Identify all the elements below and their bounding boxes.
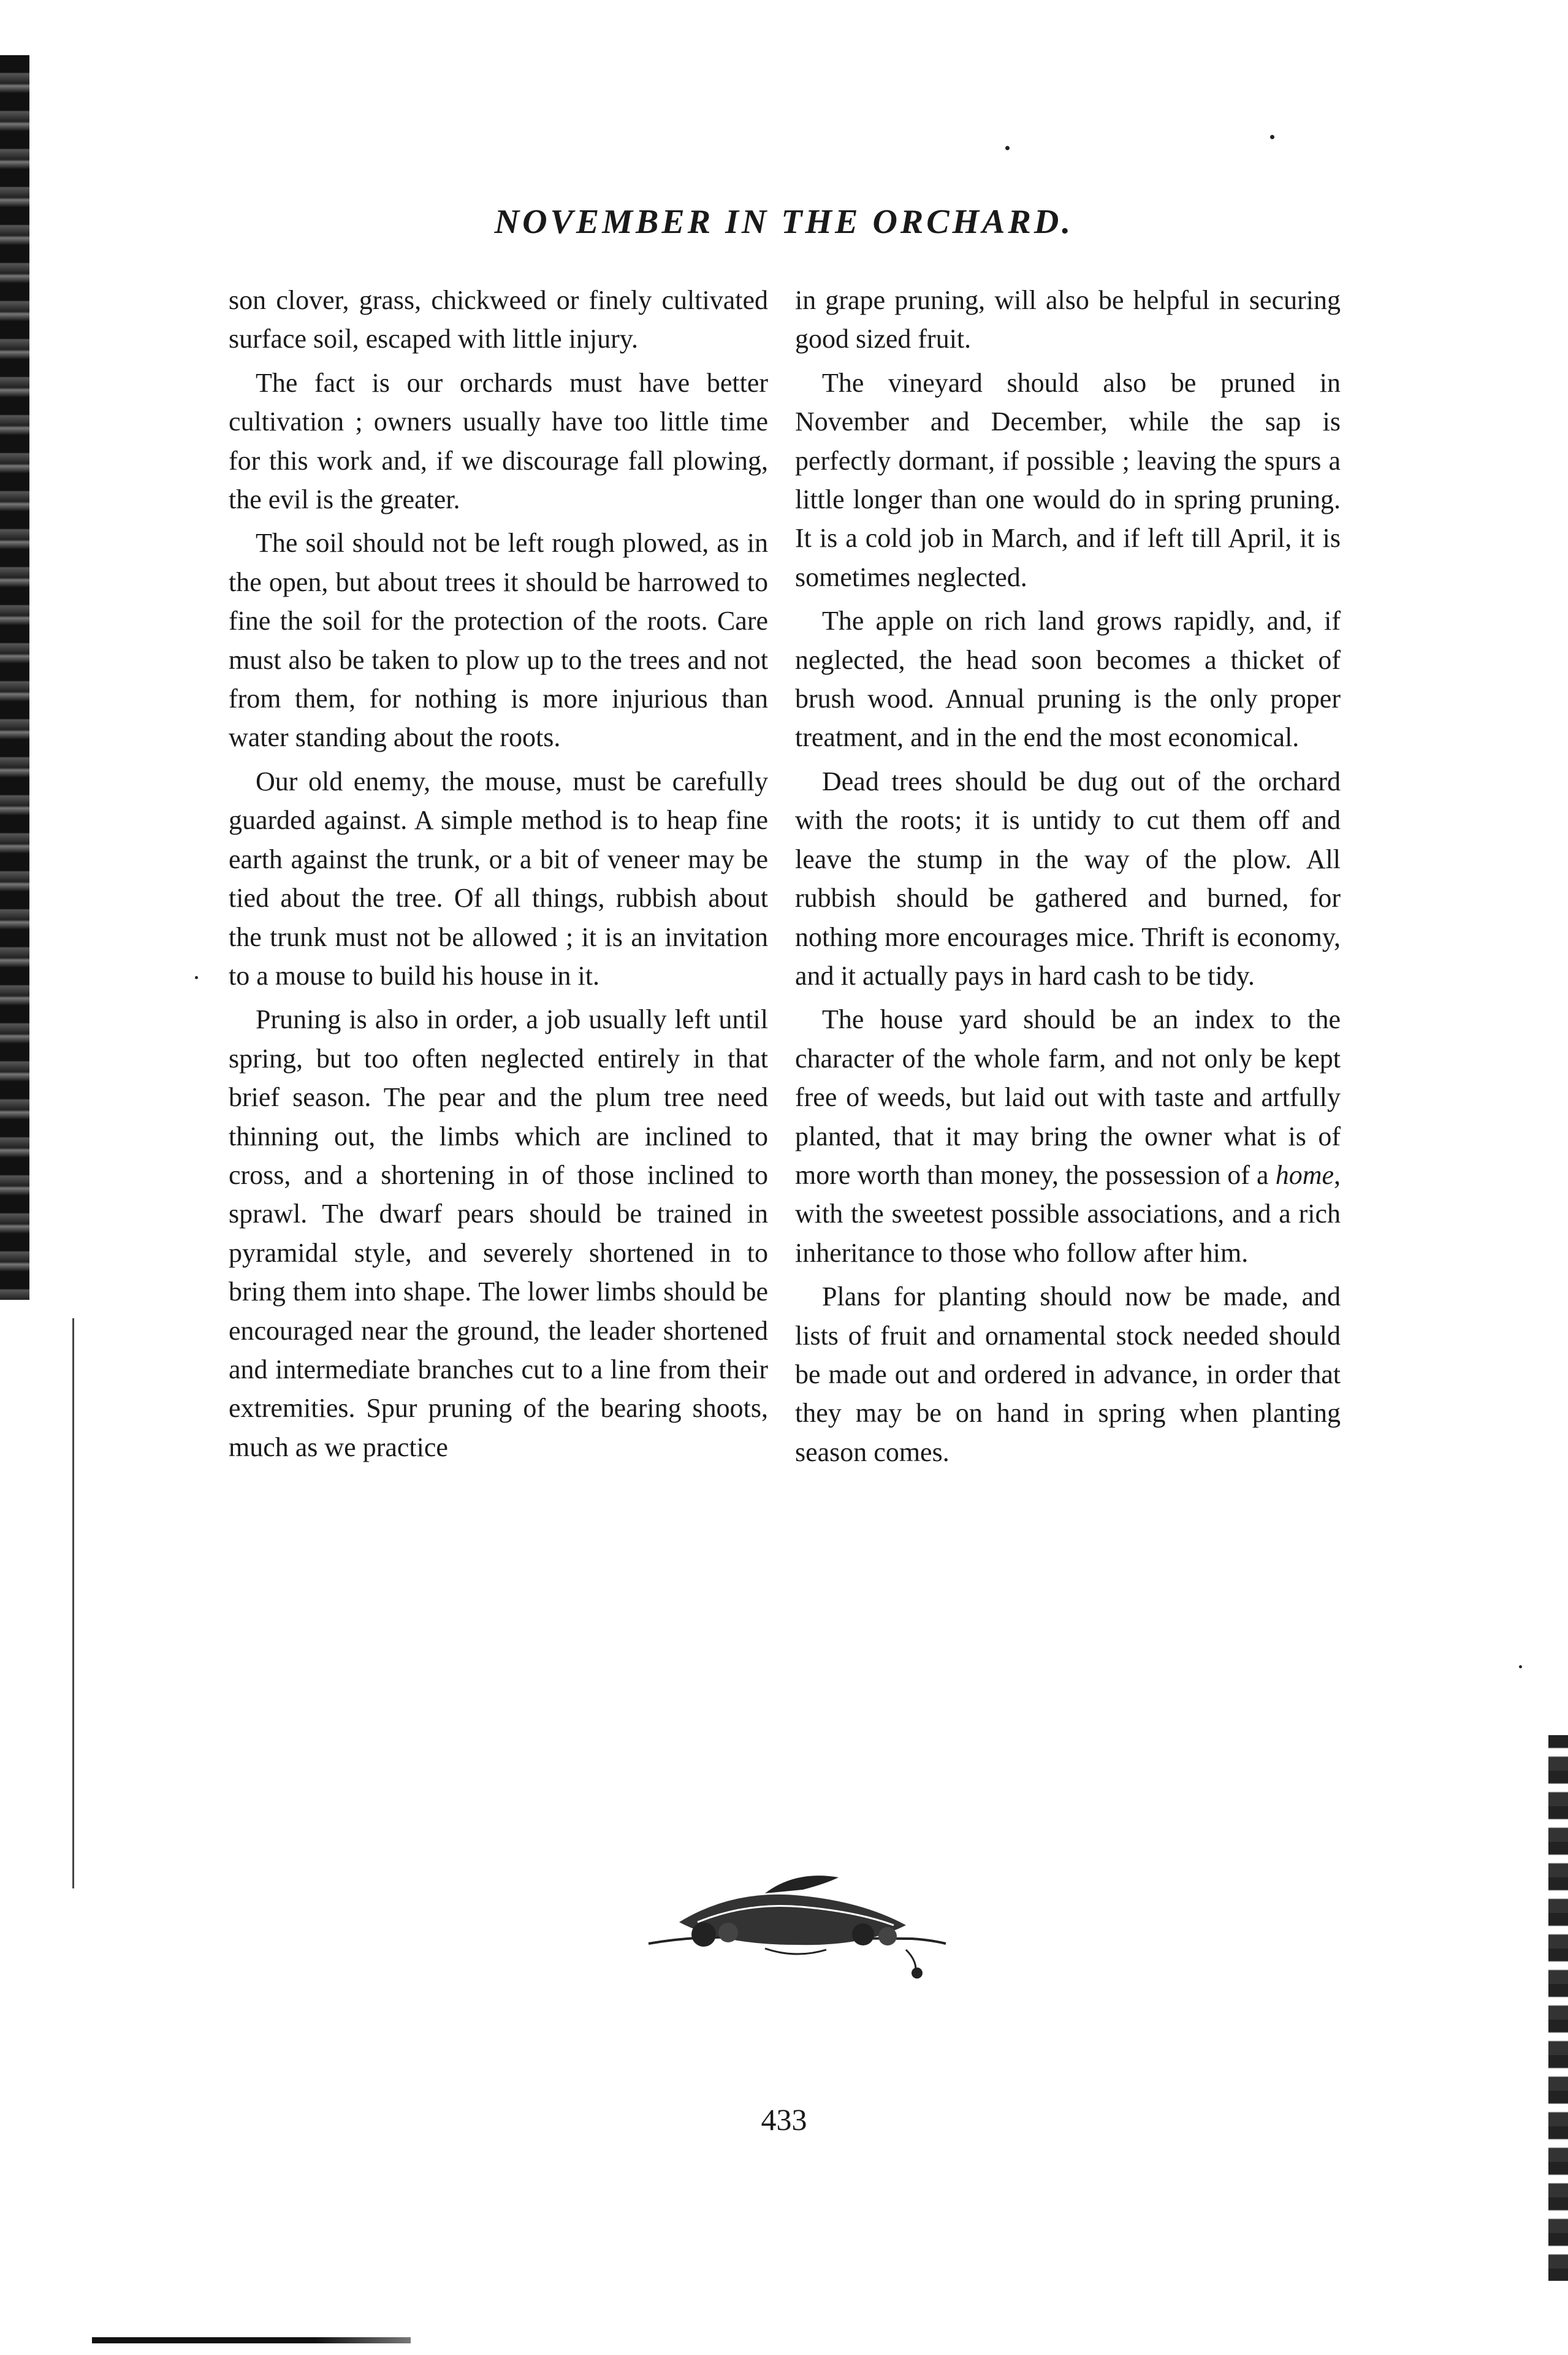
running-head: NOVEMBER IN THE ORCHARD. (494, 203, 1074, 241)
paragraph: The apple on rich land grows rapidly, and, if neglected, the head soon becomes a thicket of brush wood. Annual pruning is the only proper treatment, and in the end the most economical. (795, 606, 1341, 753)
speck-mark (1005, 146, 1010, 150)
paragraph: Pruning is also in order, a job usually left until spring, but too often neglected entirely in that brief season. The pear and the plum tree need thinning out, the limbs which are inclined to cross, and a shortening in of those inclined to sprawl. The dwarf pears should be trained in pyramidal style, and severely shortened in to bring them into shape. The lower limbs should be encouraged near the ground, the leader shortened and intermediate branches cut to a line from their extremities. Spur pruning of the bearing shoots, much as we practice (229, 1004, 768, 1462)
fruit-basket-ornament (642, 1864, 949, 1980)
emphasis: home (1275, 1159, 1334, 1190)
right-column (795, 281, 1341, 1476)
paragraph: son clover, grass, chickweed or finely cultivated surface soil, escaped with little injury. (229, 285, 768, 354)
speck-mark (1519, 1665, 1522, 1668)
paragraph: The fact is our orchards must have better cultivation ; owners usually have too little time for this work and, if we discourage fall plowing, the evil is the greater. (229, 367, 768, 515)
paragraph: Dead trees should be dug out of the orchard with the roots; it is untidy to cut them off and leave the stump in the way of the plow. All rubbish should be gathered and burned, for nothing more encourages mice. Thrift is economy, and it actually pays in hard cash to be tidy. (795, 766, 1341, 991)
text-run: , with the sweetest possible associations, and a rich inheritance to those who follow after him. (795, 1159, 1341, 1268)
paragraph: Plans for planting should now be made, and lists of fruit and ornamental stock needed should be made out and ordered in advance, in order that they may be on hand in spring when planting season comes. (795, 1281, 1341, 1467)
left-column (229, 281, 768, 1471)
paragraph: Our old enemy, the mouse, must be carefully guarded against. A simple method is to heap fine earth against the trunk, or a bit of veneer may be tied about the tree. Of all things, rubbish about the trunk must not be allowed ; it is an invitation to a mouse to build his house in it. (229, 766, 768, 991)
paragraph (795, 1000, 1341, 1272)
scan-edge-right (1548, 1735, 1568, 2281)
text-run: The house yard should be an index to the character of the whole farm, and not only be kept free of weeds, but laid out with taste and artfully planted, that it may bring the owner what is of more worth than money, the possession of a (795, 1004, 1341, 1190)
paragraph: in grape pruning, will also be helpful in securing good sized fruit. (795, 285, 1341, 354)
paragraph: The soil should not be left rough plowed, as in the open, but about trees it should be harrowed to fine the soil for the protection of the roots. Care must also be taken to plow up to the trees and not from them, for nothing is more injurious than water standing about the roots. (229, 528, 768, 753)
scan-edge-left (0, 55, 29, 1300)
paragraph: The vineyard should also be pruned in November and December, while the sap is perfectly dormant, if possible ; leaving the spurs a little longer than one would do in spring pruning. It is a cold job in March, and if left till April, it is sometimes neglected. (795, 367, 1341, 592)
page-number: 433 (761, 2102, 807, 2137)
scan-edge-bottom (92, 2337, 411, 2343)
speck-mark (1270, 135, 1274, 139)
scan-edge-left-thin (72, 1318, 74, 1888)
speck-mark (195, 976, 198, 979)
